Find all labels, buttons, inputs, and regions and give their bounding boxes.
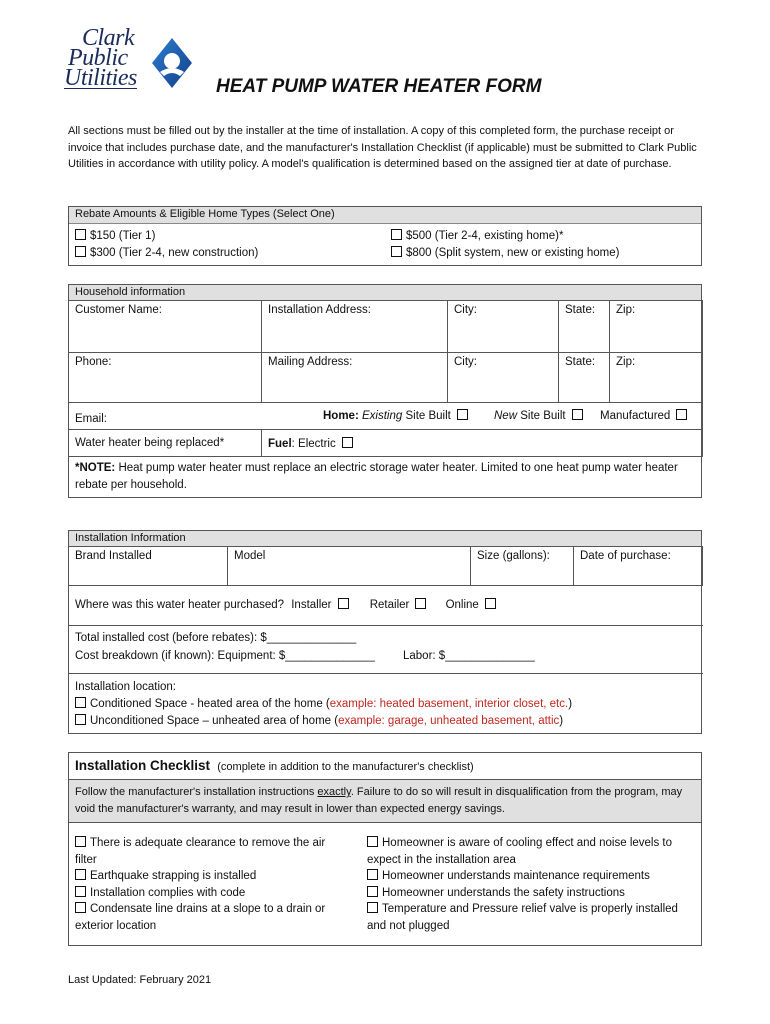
logo-line-3: Utilities bbox=[64, 65, 137, 91]
water-heater-replaced-label: Water heater being replaced* bbox=[75, 437, 225, 449]
size-field[interactable] bbox=[470, 546, 574, 586]
purchase-location-row bbox=[75, 598, 496, 611]
intro-paragraph: All sections must be filled out by the installer at the time of installation. A copy of this completed form, the purchase receipt or invoice that includes purchase date, and the manufacturer's Installation Checklist (if applicable) must be submitted to Clark Public Utilities in accordance with utility policy. A model's qualification is determined based on the assigned tier at date of purchase. bbox=[68, 125, 697, 170]
item-line: Homeowner understands maintenance requirements bbox=[382, 870, 650, 882]
checklist-item[interactable] bbox=[367, 868, 678, 885]
rebate-option-150-label: $150 (Tier 1) bbox=[90, 230, 156, 242]
rebate-option-300-label: $300 (Tier 2-4, new construction) bbox=[90, 247, 259, 259]
phone-label: Phone: bbox=[75, 356, 112, 368]
checklist-right-column bbox=[367, 835, 678, 934]
item-line: exterior location bbox=[75, 919, 157, 932]
mailing-city-field[interactable] bbox=[447, 352, 559, 403]
note-text: Heat pump water heater must replace an electric storage water heater. Limited to one heat pump water heater rebate per household. bbox=[75, 462, 678, 491]
customer-name-field[interactable] bbox=[68, 300, 262, 353]
item-line: filter bbox=[75, 853, 97, 866]
checkbox[interactable] bbox=[367, 836, 378, 847]
conditioned-checkbox[interactable] bbox=[75, 697, 86, 708]
model-field[interactable] bbox=[227, 546, 471, 586]
checklist-item[interactable] bbox=[367, 835, 678, 868]
state-label: State: bbox=[565, 304, 596, 316]
checklist-item[interactable] bbox=[75, 885, 325, 902]
mailing-address-field[interactable] bbox=[261, 352, 448, 403]
item-line: and not plugged bbox=[367, 919, 450, 932]
mailing-city-label: City: bbox=[454, 356, 477, 368]
labor-cost[interactable]: Labor: $______________ bbox=[403, 650, 535, 662]
date-of-purchase-field[interactable] bbox=[573, 546, 703, 586]
installation-section bbox=[68, 530, 702, 734]
checkbox[interactable] bbox=[75, 902, 86, 913]
instructions-a: Follow the manufacturer's installation instructions bbox=[75, 786, 318, 798]
new-label: New bbox=[494, 410, 518, 422]
retailer-checkbox[interactable] bbox=[415, 598, 426, 609]
city-label: City: bbox=[454, 304, 477, 316]
instructions-b: . Failure to do so will result in disqualification from the program, may void the manufacturer's warranty, and may result in lower than expected energy savings. bbox=[75, 786, 683, 815]
item-line: Homeowner is aware of cooling effect and noise levels to bbox=[382, 837, 673, 849]
note-bold: *NOTE: bbox=[75, 462, 116, 474]
email-label: Email: bbox=[75, 413, 107, 425]
unconditioned-checkbox[interactable] bbox=[75, 714, 86, 725]
checkbox[interactable] bbox=[75, 886, 86, 897]
checklist-item[interactable] bbox=[367, 901, 678, 934]
rebate-option-500-label: $500 (Tier 2-4, existing home)* bbox=[406, 230, 564, 242]
conditioned-example: example: heated basement, interior closet, etc. bbox=[329, 698, 569, 710]
rebate-header: Rebate Amounts & Eligible Home Types (Select One) bbox=[69, 207, 701, 224]
rebate-option-500[interactable] bbox=[391, 229, 563, 242]
online-label: Online bbox=[445, 599, 479, 611]
checkbox[interactable] bbox=[391, 246, 402, 257]
brand-label: Brand Installed bbox=[75, 550, 152, 562]
total-cost[interactable]: Total installed cost (before rebates): $______________ bbox=[75, 632, 357, 644]
mailing-address-label: Mailing Address: bbox=[268, 356, 353, 368]
logo-line-2: Public bbox=[68, 45, 128, 71]
checklist-instructions bbox=[68, 779, 702, 823]
new-site-built-checkbox[interactable] bbox=[572, 409, 583, 420]
mailing-state-label: State: bbox=[565, 356, 596, 368]
zip-field[interactable] bbox=[609, 300, 703, 353]
size-label: Size (gallons): bbox=[477, 550, 550, 562]
logo-text bbox=[64, 25, 137, 91]
checkbox[interactable] bbox=[367, 902, 378, 913]
unconditioned-label: Unconditioned Space – unheated area of home ( bbox=[90, 715, 339, 727]
page-title: HEAT PUMP WATER HEATER FORM bbox=[216, 76, 542, 97]
checklist-header bbox=[68, 752, 702, 780]
mailing-zip-field[interactable] bbox=[609, 352, 703, 403]
brand-field[interactable] bbox=[68, 546, 228, 586]
rebate-option-800-label: $800 (Split system, new or existing home) bbox=[406, 247, 620, 259]
checklist-item[interactable] bbox=[75, 835, 325, 868]
unconditioned-option[interactable] bbox=[75, 714, 563, 727]
manufactured-option bbox=[600, 409, 687, 422]
fuel-electric-checkbox[interactable] bbox=[342, 437, 353, 448]
home-type-row bbox=[323, 409, 468, 422]
rebate-option-800[interactable] bbox=[391, 246, 619, 259]
state-field[interactable] bbox=[558, 300, 610, 353]
fuel-label: Fuel bbox=[268, 438, 292, 450]
item-line: There is adequate clearance to remove the air bbox=[90, 837, 326, 849]
item-line: Temperature and Pressure relief valve is properly installed bbox=[382, 903, 678, 915]
manufactured-checkbox[interactable] bbox=[676, 409, 687, 420]
model-label: Model bbox=[234, 550, 266, 562]
unconditioned-end: ) bbox=[559, 715, 564, 727]
item-line: Condensate line drains at a slope to a drain or bbox=[90, 903, 326, 915]
checklist-item[interactable] bbox=[75, 901, 325, 934]
household-header: Household information bbox=[69, 285, 701, 301]
rebate-section bbox=[68, 206, 702, 266]
checklist-left-column bbox=[75, 835, 325, 934]
water-heater-replaced-field[interactable] bbox=[68, 429, 262, 457]
checkbox[interactable] bbox=[367, 886, 378, 897]
item-line: Installation complies with code bbox=[90, 886, 246, 899]
conditioned-option[interactable] bbox=[75, 697, 572, 710]
conditioned-label: Conditioned Space - heated area of the home ( bbox=[90, 698, 330, 710]
home-label: Home: bbox=[323, 410, 359, 422]
checklist-title: Installation Checklist bbox=[75, 758, 211, 773]
existing-site-built-label: Site Built bbox=[405, 410, 451, 422]
cost-breakdown[interactable]: Cost breakdown (if known): Equipment: $______________ bbox=[75, 650, 375, 662]
checkbox[interactable] bbox=[75, 836, 86, 847]
unconditioned-example: example: garage, unheated basement, attic bbox=[338, 715, 560, 727]
online-checkbox[interactable] bbox=[485, 598, 496, 609]
mailing-state-field[interactable] bbox=[558, 352, 610, 403]
fuel-field bbox=[261, 429, 703, 457]
item-line: expect in the installation area bbox=[367, 853, 516, 866]
checkbox[interactable] bbox=[75, 869, 86, 880]
existing-label: Existing bbox=[361, 410, 403, 422]
rebate-option-150[interactable] bbox=[75, 229, 155, 242]
rebate-option-300[interactable] bbox=[75, 246, 258, 259]
logo bbox=[64, 25, 194, 100]
installation-address-label: Installation Address: bbox=[268, 304, 371, 316]
installation-address-field[interactable] bbox=[261, 300, 448, 353]
checkbox[interactable] bbox=[367, 869, 378, 880]
checklist-item[interactable] bbox=[75, 868, 325, 885]
mailing-zip-label: Zip: bbox=[616, 356, 636, 368]
checklist-subtitle: (complete in addition to the manufacturer's checklist) bbox=[217, 761, 474, 773]
logo-line-1: Clark bbox=[82, 25, 135, 51]
footer-last-updated: Last Updated: February 2021 bbox=[68, 974, 212, 986]
checkbox[interactable] bbox=[391, 229, 402, 240]
household-note bbox=[75, 460, 695, 494]
installer-label: Installer bbox=[291, 599, 332, 611]
instructions-exactly: exactly bbox=[317, 786, 351, 798]
checkbox[interactable] bbox=[75, 229, 86, 240]
checkbox[interactable] bbox=[75, 246, 86, 257]
city-field[interactable] bbox=[447, 300, 559, 353]
customer-name-label: Customer Name: bbox=[75, 304, 162, 316]
conditioned-end: ) bbox=[568, 698, 573, 710]
household-section bbox=[68, 284, 702, 498]
where-label: Where was this water heater purchased? bbox=[75, 599, 285, 611]
location-label: Installation location: bbox=[75, 681, 177, 693]
date-label: Date of purchase: bbox=[580, 550, 671, 562]
item-line: Homeowner understands the safety instructions bbox=[382, 886, 625, 899]
divider bbox=[68, 625, 703, 626]
logo-diamond-icon bbox=[150, 36, 194, 90]
zip-label: Zip: bbox=[616, 304, 636, 316]
phone-field[interactable] bbox=[68, 352, 262, 403]
checklist-item[interactable] bbox=[367, 885, 678, 902]
new-site-built-option bbox=[494, 409, 583, 422]
manufactured-label: Manufactured bbox=[600, 410, 671, 422]
checklist-section bbox=[68, 752, 702, 946]
fuel-electric-label: : Electric bbox=[291, 438, 336, 450]
existing-site-built-checkbox[interactable] bbox=[457, 409, 468, 420]
retailer-label: Retailer bbox=[369, 599, 410, 611]
installation-header: Installation Information bbox=[69, 531, 701, 547]
new-site-built-label: Site Built bbox=[520, 410, 566, 422]
divider bbox=[68, 673, 703, 674]
item-line: Earthquake strapping is installed bbox=[90, 870, 257, 882]
installer-checkbox[interactable] bbox=[338, 598, 349, 609]
